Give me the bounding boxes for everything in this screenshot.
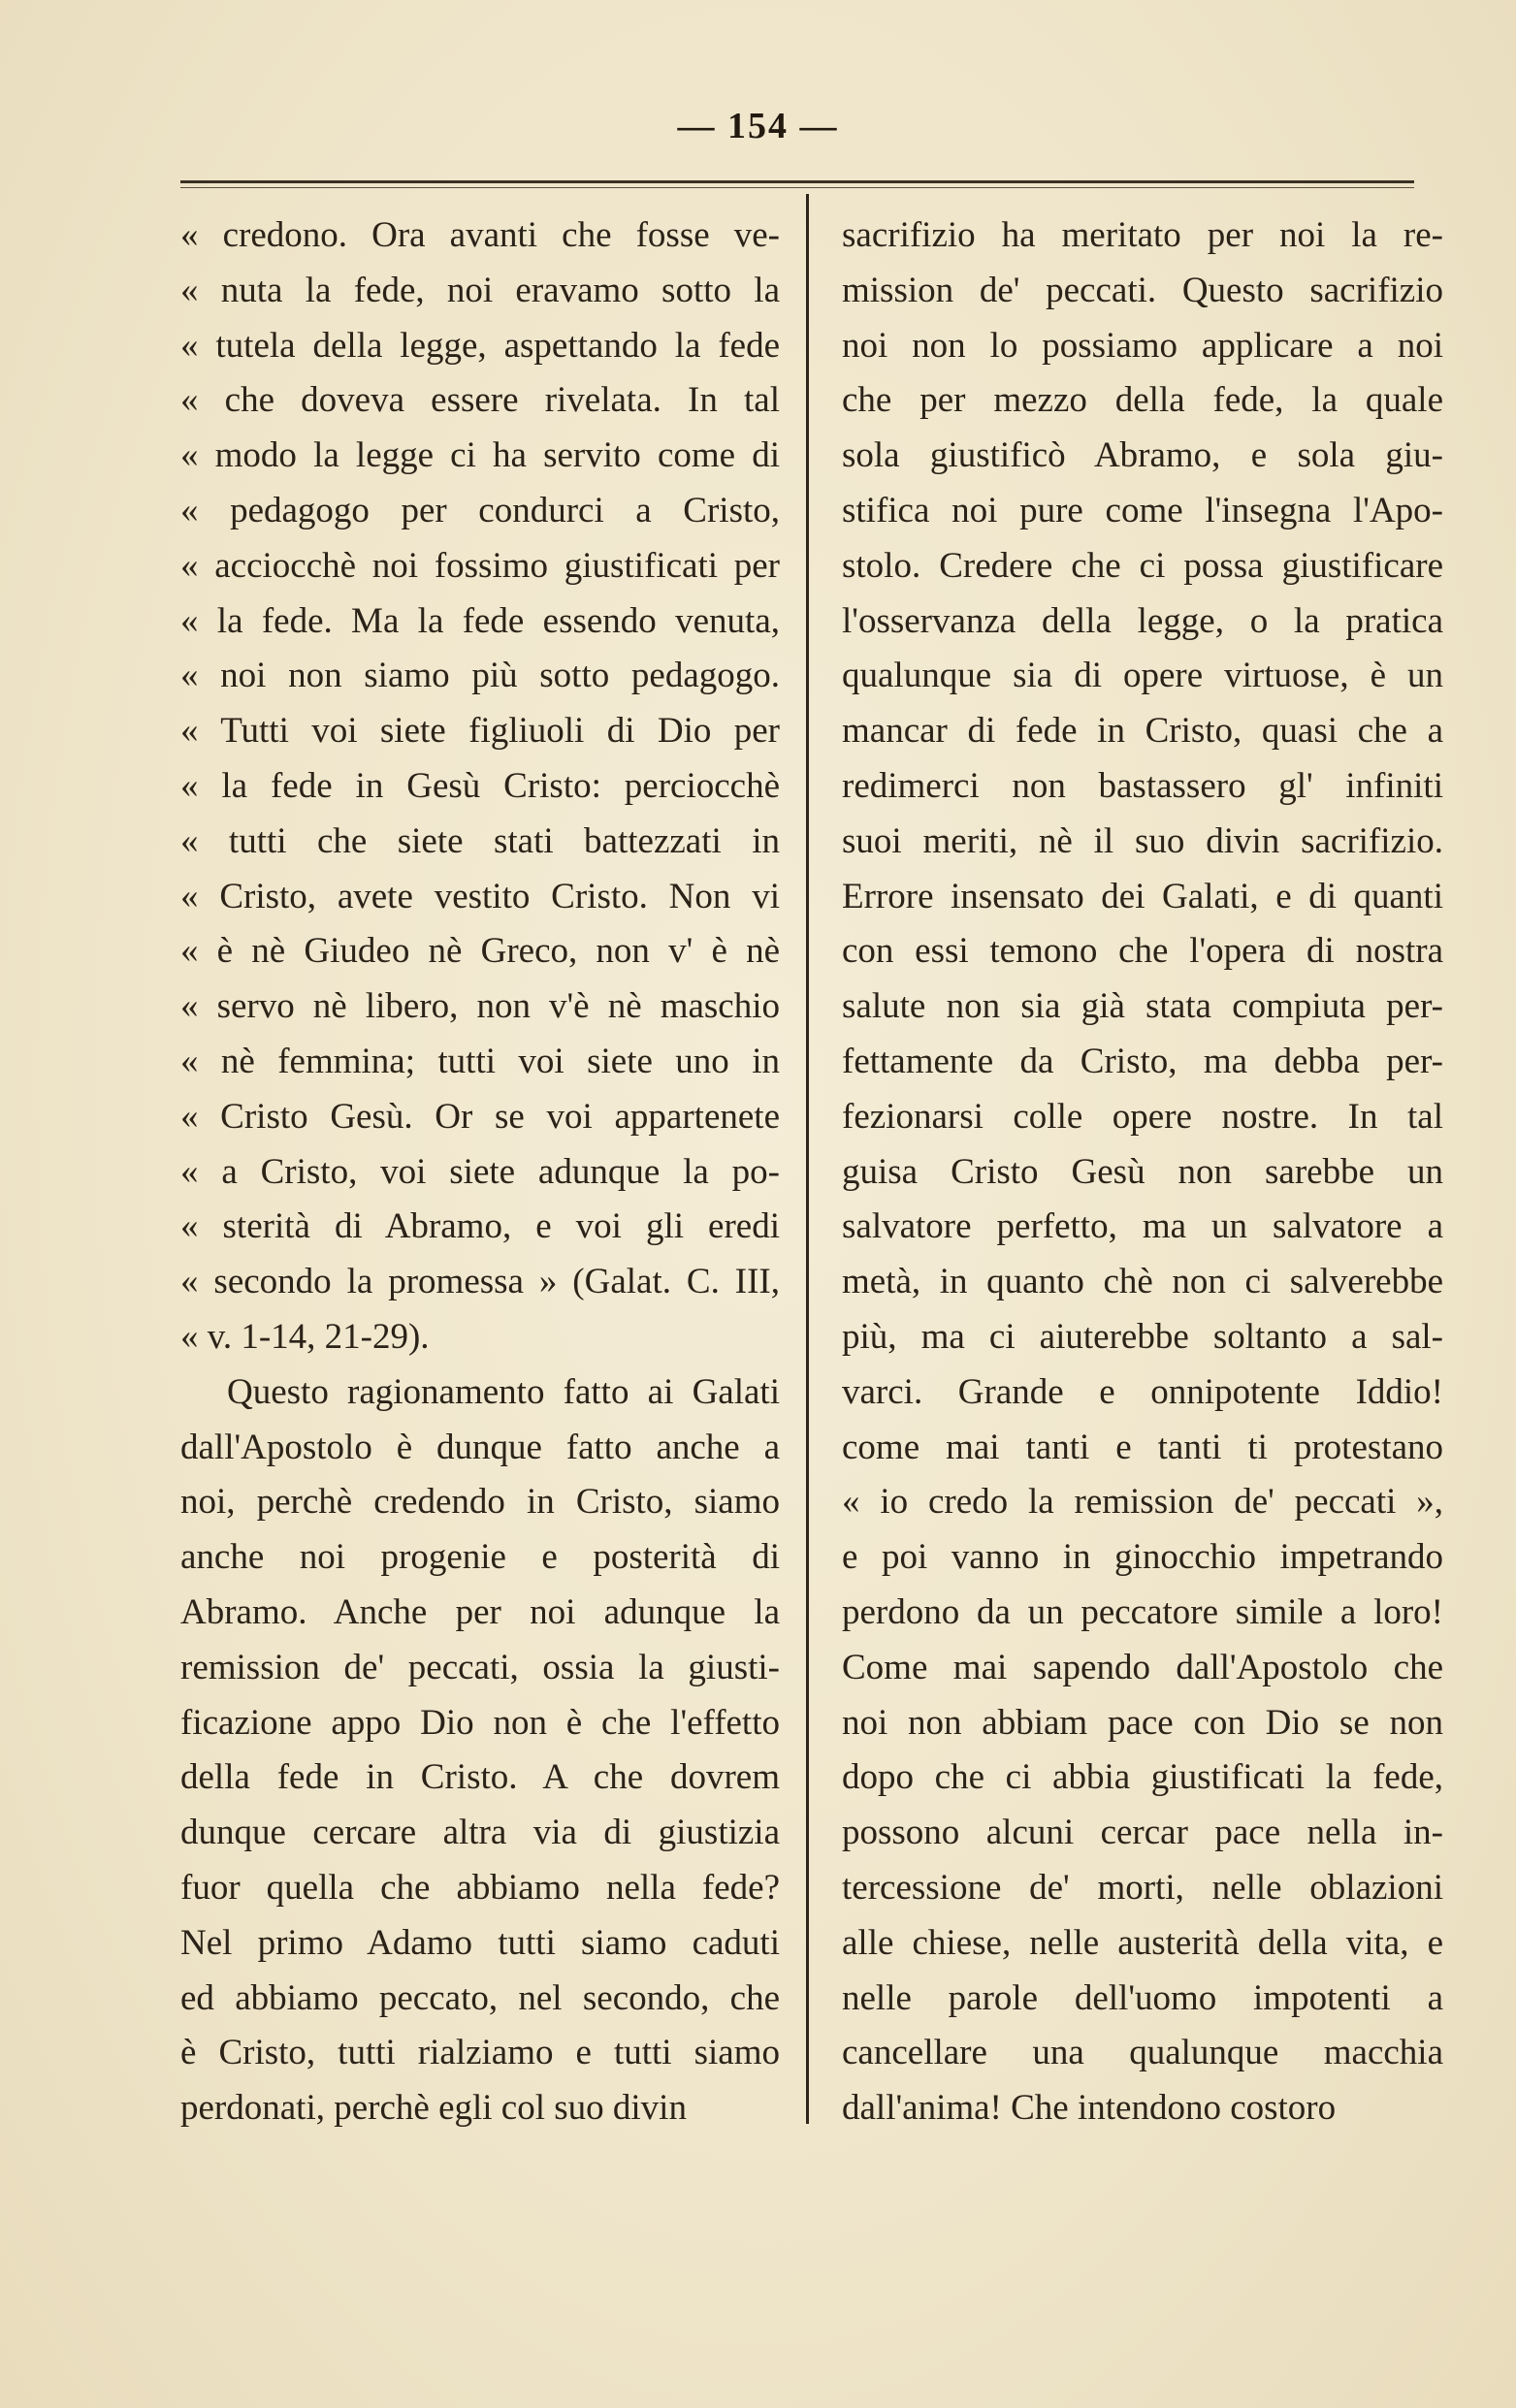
text-line: « io credo la remission de' peccati », [842,1482,1443,1523]
text-line: « v. 1-14, 21-29). [180,1316,430,1357]
text-line: fuor quella che abbiamo nella fede? [180,1867,780,1908]
text-line: noi non abbiam pace con Dio se non [842,1702,1443,1743]
text-line: con essi temono che l'opera di nostra [842,931,1443,972]
text-line: « Tutti voi siete figliuoli di Dio per [180,711,780,752]
header-rule [180,180,1414,183]
text-line: « sterità di Abramo, e voi gli eredi [180,1206,780,1247]
text-line: Come mai sapendo dall'Apostolo che [842,1647,1443,1687]
text-line: salute non sia già stata compiuta per- [842,986,1443,1027]
text-line: e poi vanno in ginocchio impetrando [842,1537,1443,1578]
text-line: dunque cercare altra via di giustizia [180,1813,780,1853]
text-line: l'osservanza della legge, o la pratica [842,600,1443,641]
text-line: « la fede in Gesù Cristo: perciocchè [180,765,780,806]
text-line: dall'anima! Che intendono costoro [842,2088,1337,2129]
text-line: tercessione de' morti, nelle oblazioni [842,1867,1443,1908]
text-line: « noi non siamo più sotto pedagogo. [180,656,780,696]
text-line: perdono da un peccatore simile a loro! [842,1591,1443,1632]
text-line: ficazione appo Dio non è che l'effetto [180,1702,780,1743]
text-line: dopo che ci abbia giustificati la fede, [842,1757,1443,1798]
text-line: Abramo. Anche per noi adunque la [180,1591,780,1632]
text-line: possono alcuni cercar pace nella in- [842,1813,1443,1853]
header-rule-thin [180,187,1414,188]
text-line: « acciocchè noi fossimo giustificati per [180,545,780,586]
text-line: redimerci non bastassero gl' infiniti [842,765,1443,806]
left-text-column [180,209,780,2136]
text-line: « Cristo Gesù. Or se voi appartenete [180,1096,780,1137]
text-line: fettamente da Cristo, ma debba per- [842,1041,1443,1081]
text-line: « nuta la fede, noi eravamo sotto la [180,270,780,310]
text-line: « tutela della legge, aspettando la fede [180,325,780,366]
text-line: stifica noi pure come l'insegna l'Apo- [842,490,1443,530]
text-line: « tutti che siete stati battezzati in [180,820,780,861]
text-line: « credono. Ora avanti che fosse ve- [180,215,780,255]
text-line: « nè femmina; tutti voi siete uno in [180,1041,780,1081]
text-line: perdonati, perchè egli col suo divin [180,2088,687,2129]
text-line: nelle parole dell'uomo impotenti a [842,1977,1443,2018]
text-line: mancar di fede in Cristo, quasi che a [842,711,1443,752]
text-line: come mai tanti e tanti ti protestano [842,1427,1443,1467]
text-line: varci. Grande e onnipotente Iddio! [842,1371,1443,1412]
text-line: guisa Cristo Gesù non sarebbe un [842,1151,1443,1192]
text-line: più, ma ci aiuterebbe soltanto a sal- [842,1316,1443,1357]
text-line: « servo nè libero, non v'è nè maschio [180,986,780,1027]
text-line: suoi meriti, nè il suo divin sacrifizio. [842,820,1443,861]
text-line: « la fede. Ma la fede essendo venuta, [180,600,780,641]
text-line: « che doveva essere rivelata. In tal [180,380,780,421]
text-line: mission de' peccati. Questo sacrifizio [842,270,1443,310]
text-line: noi, perchè credendo in Cristo, siamo [180,1482,780,1523]
text-line: « modo la legge ci ha servito come di [180,435,780,476]
text-line: salvatore perfetto, ma un salvatore a [842,1206,1443,1247]
text-line: anche noi progenie e posterità di [180,1537,780,1578]
text-line: noi non lo possiamo applicare a noi [842,325,1443,366]
text-line: ed abbiamo peccato, nel secondo, che [180,1977,780,2018]
text-line: qualunque sia di opere virtuose, è un [842,656,1443,696]
text-line: « è nè Giudeo nè Greco, non v' è nè [180,931,780,972]
text-line: stolo. Credere che ci possa giustificare [842,545,1443,586]
text-line: « a Cristo, voi siete adunque la po- [180,1151,780,1192]
text-line: « pedagogo per condurci a Cristo, [180,490,780,530]
right-text-column [842,209,1443,2136]
text-line: Errore insensato dei Galati, e di quanti [842,876,1443,916]
text-line: « secondo la promessa » (Galat. C. III, [180,1262,780,1302]
text-line: dall'Apostolo è dunque fatto anche a [180,1427,780,1467]
text-line: « Cristo, avete vestito Cristo. Non vi [180,876,780,916]
text-line: è Cristo, tutti rialziamo e tutti siamo [180,2033,780,2073]
column-divider [806,194,809,2124]
text-line: cancellare una qualunque macchia [842,2033,1443,2073]
text-line: sacrifizio ha meritato per noi la re- [842,215,1443,255]
text-line: Nel primo Adamo tutti siamo caduti [180,1922,780,1963]
text-line: metà, in quanto chè non ci salverebbe [842,1262,1443,1302]
page-number: — 154 — [677,106,839,146]
text-line: fezionarsi colle opere nostre. In tal [842,1096,1443,1137]
text-line: della fede in Cristo. A che dovrem [180,1757,780,1798]
text-line: alle chiese, nelle austerità della vita, e [842,1922,1443,1963]
text-line: Questo ragionamento fatto ai Galati [227,1371,780,1412]
text-line: remission de' peccati, ossia la giusti- [180,1647,780,1687]
text-line: che per mezzo della fede, la quale [842,380,1443,421]
text-line: sola giustificò Abramo, e sola giu- [842,435,1443,476]
